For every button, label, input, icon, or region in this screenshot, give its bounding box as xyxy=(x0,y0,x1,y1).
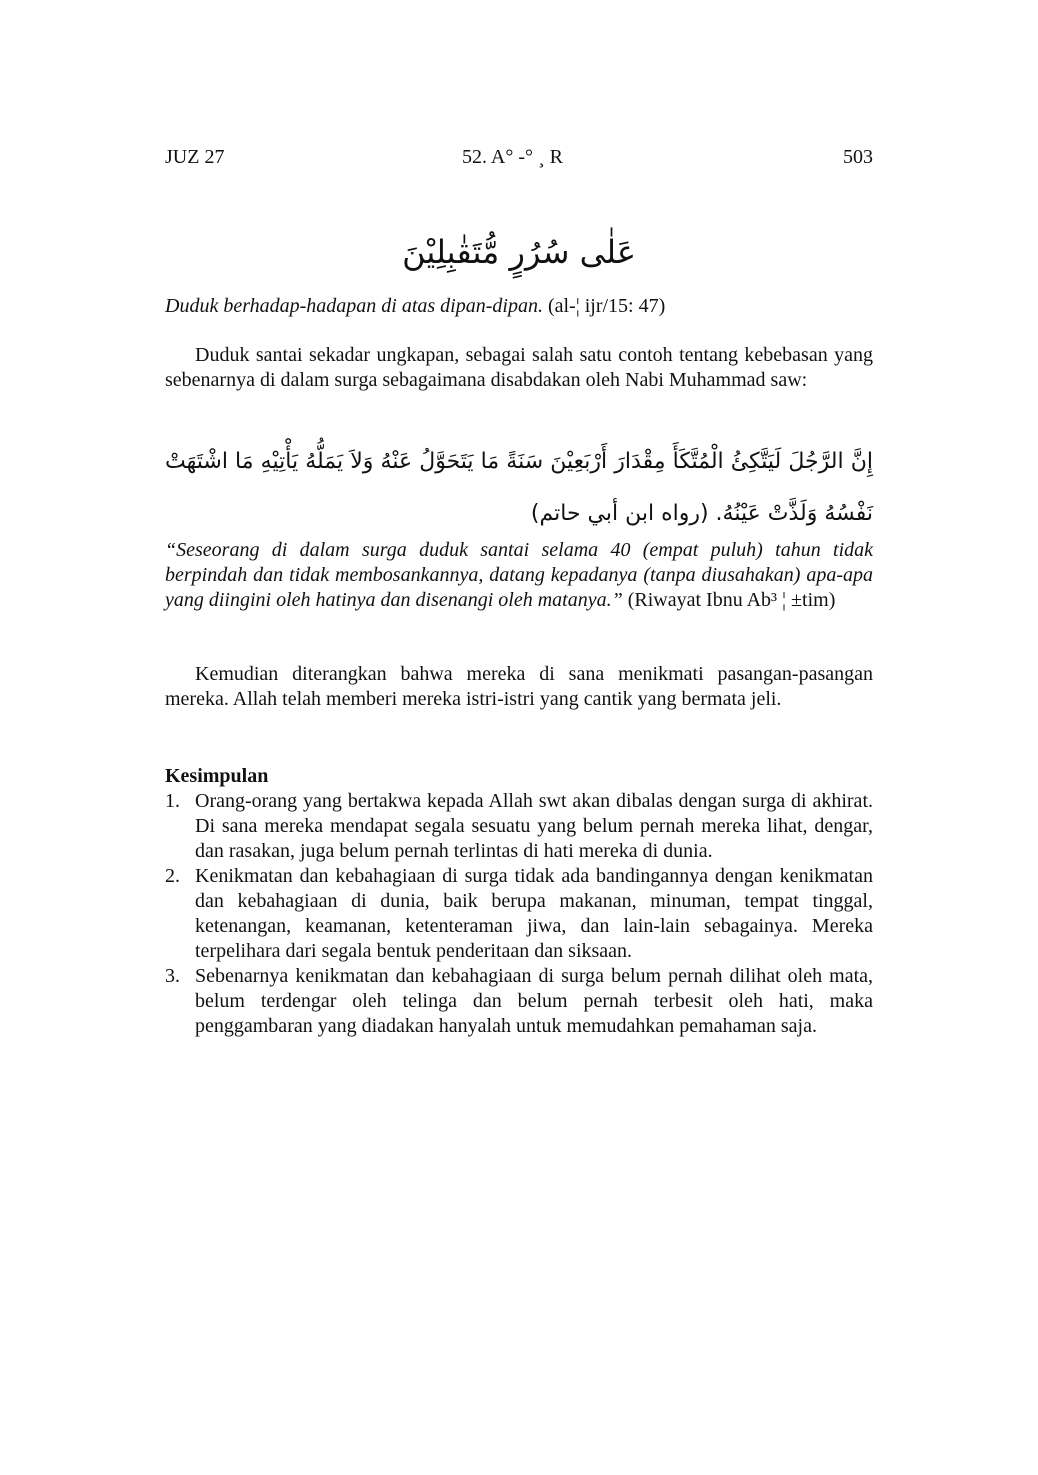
page-header xyxy=(165,146,873,176)
list-item xyxy=(165,964,873,1039)
hadith-translation xyxy=(165,538,873,613)
verse-reference: (al-¦ ijr/15: 47) xyxy=(542,295,666,317)
list-item xyxy=(165,864,873,964)
verse-translation xyxy=(165,293,873,319)
hadith-arabic: إِنَّ الرَّجُلَ لَيَتَّكِئُ الْمُتَّكَأَ مِقْدَارَ أَرْبَعِيْنَ سَنَةً مَا يَتَحَوَّلُ عَنْهُ وَلاَ يَمَلُّهُ يَأْتِيْهِ مَا اشْتَهَتْ نَفْسُهُ وَلَذَّتْ عَيْنُهُ. (رواه ابن أبي حاتم) xyxy=(165,449,873,526)
conclusion-list xyxy=(165,789,873,1039)
list-item-number: 1. xyxy=(165,790,180,812)
paragraph-spouses: Kemudian diterangkan bahwa mereka di sana menikmati pasangan-pasangan mereka. Allah telah memberi mereka istri-istri yang cantik yang bermata jeli. xyxy=(165,663,873,710)
list-item-number: 2. xyxy=(165,865,180,887)
list-item-number: 3. xyxy=(165,965,180,987)
surah-label: 52. A° -° ¸ R xyxy=(462,146,563,168)
hadith-reference: (Riwayat Ibnu Ab³ ¦ ±tim) xyxy=(622,589,836,611)
quran-verse-arabic: عَلٰى سُرُرٍ مُّتَقٰبِلِيْنَ xyxy=(402,233,636,271)
juz-label: JUZ 27 xyxy=(165,146,225,168)
list-item xyxy=(165,789,873,864)
paragraph-intro: Duduk santai sekadar ungkapan, sebagai salah satu contoh tentang kebebasan yang sebenarnya di dalam surga sebagaimana disabdakan oleh Nabi Muhammad saw: xyxy=(165,344,873,391)
hadith-translation-text: “Seseorang di dalam surga duduk santai selama 40 (empat puluh) tahun tidak berpindah dan tidak membosankannya, datang kepadanya (tanpa diusahakan) apa-apa yang diingini oleh hatinya dan disenangi oleh matanya.” xyxy=(165,539,873,611)
list-item-text: Sebenarnya kenikmatan dan kebahagiaan di surga belum pernah dilihat oleh mata, belum terdengar oleh telinga dan belum pernah terbesit oleh hati, maka penggambaran yang diadakan hanyalah untuk memudahkan pemahaman saja. xyxy=(195,965,873,1037)
verse-translation-text: Duduk berhadap-hadapan di atas dipan-dipan. xyxy=(165,295,543,317)
conclusion-section xyxy=(165,764,873,1039)
page-number: 503 xyxy=(843,146,873,168)
conclusion-heading: Kesimpulan xyxy=(165,765,269,787)
list-item-text: Kenikmatan dan kebahagiaan di surga tidak ada bandingannya dengan kenikmatan dan kebahagiaan di dunia, baik berupa makanan, minuman, tempat tinggal, ketenangan, keamanan, ketenteraman jiwa, dan lain-lain sebagainya. Mereka terpelihara dari segala bentuk penderitaan dan siksaan. xyxy=(195,865,873,962)
page xyxy=(165,0,873,1475)
list-item-text: Orang-orang yang bertakwa kepada Allah swt akan dibalas dengan surga di akhirat. Di sana mereka mendapat segala sesuatu yang belum pernah mereka lihat, dengar, dan rasakan, juga belum pernah terlintas di hati mereka di dunia. xyxy=(195,790,873,862)
